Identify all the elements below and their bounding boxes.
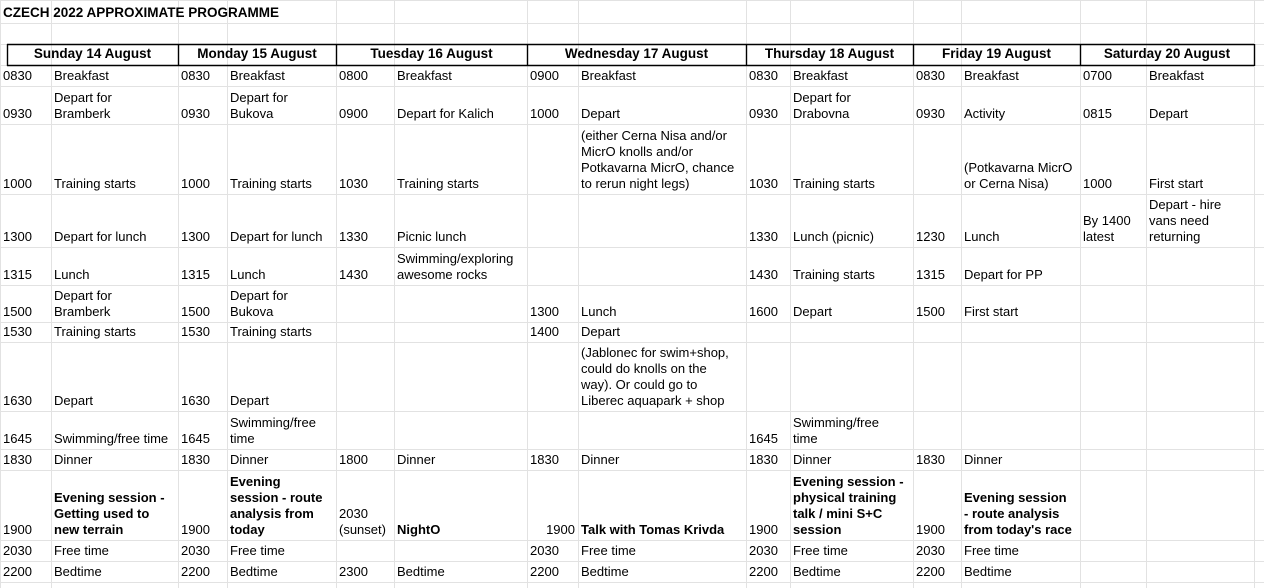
time-cell[interactable]: 2200 bbox=[181, 564, 210, 579]
activity-cell[interactable]: Lunch bbox=[581, 304, 617, 319]
activity-cell[interactable]: Depart for Bramberk bbox=[54, 288, 112, 319]
activity-cell[interactable]: Dinner bbox=[793, 452, 832, 467]
time-cell[interactable]: 0815 bbox=[1083, 106, 1112, 121]
activity-cell[interactable]: Depart for PP bbox=[964, 267, 1043, 282]
time-cell[interactable]: 1300 bbox=[3, 229, 32, 244]
activity-cell[interactable]: Depart for lunch bbox=[54, 229, 147, 244]
activity-cell[interactable]: Training starts bbox=[230, 176, 312, 191]
time-cell[interactable]: 2200 bbox=[530, 564, 559, 579]
time-cell[interactable]: 1900 bbox=[546, 522, 575, 537]
activity-cell[interactable]: Lunch bbox=[54, 267, 90, 282]
time-cell[interactable]: 1645 bbox=[749, 431, 778, 446]
activity-cell[interactable]: Bedtime bbox=[397, 564, 445, 579]
day-header-7[interactable]: Saturday 20 August bbox=[1103, 46, 1231, 61]
time-cell[interactable]: 1000 bbox=[181, 176, 210, 191]
time-cell[interactable]: 1645 bbox=[3, 431, 32, 446]
activity-cell[interactable]: Free time bbox=[581, 543, 636, 558]
activity-cell[interactable]: Training starts bbox=[793, 176, 875, 191]
activity-cell[interactable]: Depart for Kalich bbox=[397, 106, 494, 121]
time-cell[interactable]: 1530 bbox=[181, 324, 210, 339]
time-cell[interactable]: By 1400 latest bbox=[1083, 213, 1131, 244]
time-cell[interactable]: 1430 bbox=[749, 267, 778, 282]
activity-cell[interactable]: Dinner bbox=[581, 452, 620, 467]
activity-cell[interactable]: Breakfast bbox=[230, 68, 285, 83]
activity-cell[interactable]: (Jablonec for swim+shop, could do knolls on the way). Or could go to Liberec aquapark + shop bbox=[581, 345, 729, 408]
time-cell[interactable]: 1645 bbox=[181, 431, 210, 446]
time-cell[interactable]: 1830 bbox=[530, 452, 559, 467]
activity-cell[interactable]: Activity bbox=[964, 106, 1006, 121]
time-cell[interactable]: 1300 bbox=[181, 229, 210, 244]
time-cell[interactable]: 2030 (sunset) bbox=[339, 506, 386, 537]
activity-cell[interactable]: Depart bbox=[793, 304, 833, 319]
activity-cell[interactable]: Bedtime bbox=[793, 564, 841, 579]
activity-cell[interactable]: Dinner bbox=[397, 452, 436, 467]
activity-cell[interactable]: (Potkavarna MicrO or Cerna Nisa) bbox=[964, 160, 1073, 191]
sheet-title-cell[interactable]: CZECH 2022 APPROXIMATE PROGRAMME bbox=[3, 5, 280, 20]
activity-cell[interactable]: Breakfast bbox=[54, 68, 109, 83]
time-cell[interactable]: 1830 bbox=[749, 452, 778, 467]
time-cell[interactable]: 1000 bbox=[1083, 176, 1112, 191]
time-cell[interactable]: 1315 bbox=[916, 267, 945, 282]
time-cell[interactable]: 1630 bbox=[181, 393, 210, 408]
activity-cell[interactable]: Dinner bbox=[964, 452, 1003, 467]
time-cell[interactable]: 0830 bbox=[181, 68, 210, 83]
time-cell[interactable]: 1030 bbox=[749, 176, 778, 191]
time-cell[interactable]: 1330 bbox=[339, 229, 368, 244]
activity-cell[interactable]: Bedtime bbox=[581, 564, 629, 579]
activity-cell[interactable]: (either Cerna Nisa and/or MicrO knolls and/or Potkavarna MicrO, chance to rerun night legs) bbox=[581, 128, 735, 191]
time-cell[interactable]: 1830 bbox=[916, 452, 945, 467]
activity-cell[interactable]: First start bbox=[964, 304, 1019, 319]
activity-cell[interactable]: First start bbox=[1149, 176, 1204, 191]
time-cell[interactable]: 0900 bbox=[339, 106, 368, 121]
time-cell[interactable]: 1530 bbox=[3, 324, 32, 339]
activity-cell[interactable]: Swimming/free time bbox=[793, 415, 879, 446]
time-cell[interactable]: 2030 bbox=[916, 543, 945, 558]
time-cell[interactable]: 1630 bbox=[3, 393, 32, 408]
activity-cell[interactable]: Depart bbox=[581, 324, 621, 339]
day-header-6[interactable]: Friday 19 August bbox=[941, 46, 1052, 61]
time-cell[interactable]: 2300 bbox=[339, 564, 368, 579]
activity-cell[interactable]: Swimming/free time bbox=[230, 415, 316, 446]
day-header-4[interactable]: Wednesday 17 August bbox=[564, 46, 709, 61]
activity-cell[interactable]: Training starts bbox=[54, 324, 136, 339]
activity-cell[interactable]: Evening session - route analysis from today's race bbox=[964, 490, 1072, 537]
time-cell[interactable]: 0800 bbox=[339, 68, 368, 83]
time-cell[interactable]: 1600 bbox=[749, 304, 778, 319]
activity-cell[interactable]: Picnic lunch bbox=[397, 229, 467, 244]
time-cell[interactable]: 1000 bbox=[3, 176, 32, 191]
time-cell[interactable]: 2030 bbox=[181, 543, 210, 558]
day-header-2[interactable]: Monday 15 August bbox=[197, 46, 317, 61]
activity-cell[interactable]: Free time bbox=[964, 543, 1019, 558]
activity-cell[interactable]: Evening session - Getting used to new terrain bbox=[54, 490, 165, 537]
time-cell[interactable]: 2200 bbox=[749, 564, 778, 579]
activity-cell[interactable]: Depart for lunch bbox=[230, 229, 323, 244]
activity-cell[interactable]: Breakfast bbox=[793, 68, 848, 83]
day-header-5[interactable]: Thursday 18 August bbox=[764, 46, 895, 61]
time-cell[interactable]: 2030 bbox=[530, 543, 559, 558]
activity-cell[interactable]: Depart for Bukova bbox=[230, 90, 288, 121]
activity-cell[interactable]: Breakfast bbox=[397, 68, 452, 83]
time-cell[interactable]: 1500 bbox=[181, 304, 210, 319]
activity-cell[interactable]: Talk with Tomas Krivda bbox=[581, 522, 725, 537]
activity-cell[interactable]: Depart bbox=[230, 393, 270, 408]
time-cell[interactable]: 1800 bbox=[339, 452, 368, 467]
time-cell[interactable]: 0930 bbox=[181, 106, 210, 121]
time-cell[interactable]: 1300 bbox=[530, 304, 559, 319]
time-cell[interactable]: 1500 bbox=[3, 304, 32, 319]
time-cell[interactable]: 0930 bbox=[916, 106, 945, 121]
activity-cell[interactable]: Bedtime bbox=[54, 564, 102, 579]
activity-cell[interactable]: Training starts bbox=[793, 267, 875, 282]
time-cell[interactable]: 1900 bbox=[181, 522, 210, 537]
activity-cell[interactable]: Depart bbox=[1149, 106, 1189, 121]
activity-cell[interactable]: Breakfast bbox=[964, 68, 1019, 83]
activity-cell[interactable]: Depart for Bukova bbox=[230, 288, 288, 319]
activity-cell[interactable]: Depart bbox=[54, 393, 94, 408]
time-cell[interactable]: 1330 bbox=[749, 229, 778, 244]
activity-cell[interactable]: Training starts bbox=[230, 324, 312, 339]
activity-cell[interactable]: Free time bbox=[793, 543, 848, 558]
time-cell[interactable]: 1900 bbox=[3, 522, 32, 537]
activity-cell[interactable]: Evening session - route analysis from today bbox=[230, 474, 323, 537]
activity-cell[interactable]: Breakfast bbox=[1149, 68, 1204, 83]
time-cell[interactable]: 0830 bbox=[3, 68, 32, 83]
activity-cell[interactable]: Free time bbox=[54, 543, 109, 558]
time-cell[interactable]: 1030 bbox=[339, 176, 368, 191]
activity-cell[interactable]: Bedtime bbox=[230, 564, 278, 579]
activity-cell[interactable]: Swimming/free time bbox=[54, 431, 169, 446]
time-cell[interactable]: 0700 bbox=[1083, 68, 1112, 83]
day-header-1[interactable]: Sunday 14 August bbox=[33, 46, 152, 61]
activity-cell[interactable]: Swimming/exploring awesome rocks bbox=[397, 251, 514, 282]
time-cell[interactable]: 0930 bbox=[749, 106, 778, 121]
activity-cell[interactable]: Depart - hire vans need returning bbox=[1149, 197, 1222, 244]
time-cell[interactable]: 1900 bbox=[916, 522, 945, 537]
time-cell[interactable]: 1315 bbox=[3, 267, 32, 282]
activity-cell[interactable]: Lunch bbox=[230, 267, 266, 282]
time-cell[interactable]: 2200 bbox=[916, 564, 945, 579]
time-cell[interactable]: 1000 bbox=[530, 106, 559, 121]
time-cell[interactable]: 0830 bbox=[749, 68, 778, 83]
activity-cell[interactable]: Dinner bbox=[54, 452, 93, 467]
activity-cell[interactable]: Lunch (picnic) bbox=[793, 229, 874, 244]
activity-cell[interactable]: NightO bbox=[397, 522, 441, 537]
activity-cell[interactable]: Lunch bbox=[964, 229, 1000, 244]
day-header-3[interactable]: Tuesday 16 August bbox=[370, 46, 493, 61]
activity-cell[interactable]: Breakfast bbox=[581, 68, 636, 83]
activity-cell[interactable]: Training starts bbox=[54, 176, 136, 191]
activity-cell[interactable]: Depart bbox=[581, 106, 621, 121]
time-cell[interactable]: 2200 bbox=[3, 564, 32, 579]
activity-cell[interactable]: Bedtime bbox=[964, 564, 1012, 579]
time-cell[interactable]: 1230 bbox=[916, 229, 945, 244]
activity-cell[interactable]: Depart for Bramberk bbox=[54, 90, 112, 121]
time-cell[interactable]: 0930 bbox=[3, 106, 32, 121]
time-cell[interactable]: 1400 bbox=[530, 324, 559, 339]
time-cell[interactable]: 2030 bbox=[3, 543, 32, 558]
time-cell[interactable]: 1830 bbox=[181, 452, 210, 467]
activity-cell[interactable]: Dinner bbox=[230, 452, 269, 467]
time-cell[interactable]: 2030 bbox=[749, 543, 778, 558]
time-cell[interactable]: 1430 bbox=[339, 267, 368, 282]
time-cell[interactable]: 0900 bbox=[530, 68, 559, 83]
time-cell[interactable]: 1900 bbox=[749, 522, 778, 537]
activity-cell[interactable]: Depart for Drabovna bbox=[793, 90, 851, 121]
time-cell[interactable]: 0830 bbox=[916, 68, 945, 83]
activity-cell[interactable]: Free time bbox=[230, 543, 285, 558]
time-cell[interactable]: 1315 bbox=[181, 267, 210, 282]
time-cell[interactable]: 1500 bbox=[916, 304, 945, 319]
activity-cell[interactable]: Evening session - physical training talk / mini S+C session bbox=[793, 474, 904, 537]
activity-cell[interactable]: Training starts bbox=[397, 176, 479, 191]
time-cell[interactable]: 1830 bbox=[3, 452, 32, 467]
